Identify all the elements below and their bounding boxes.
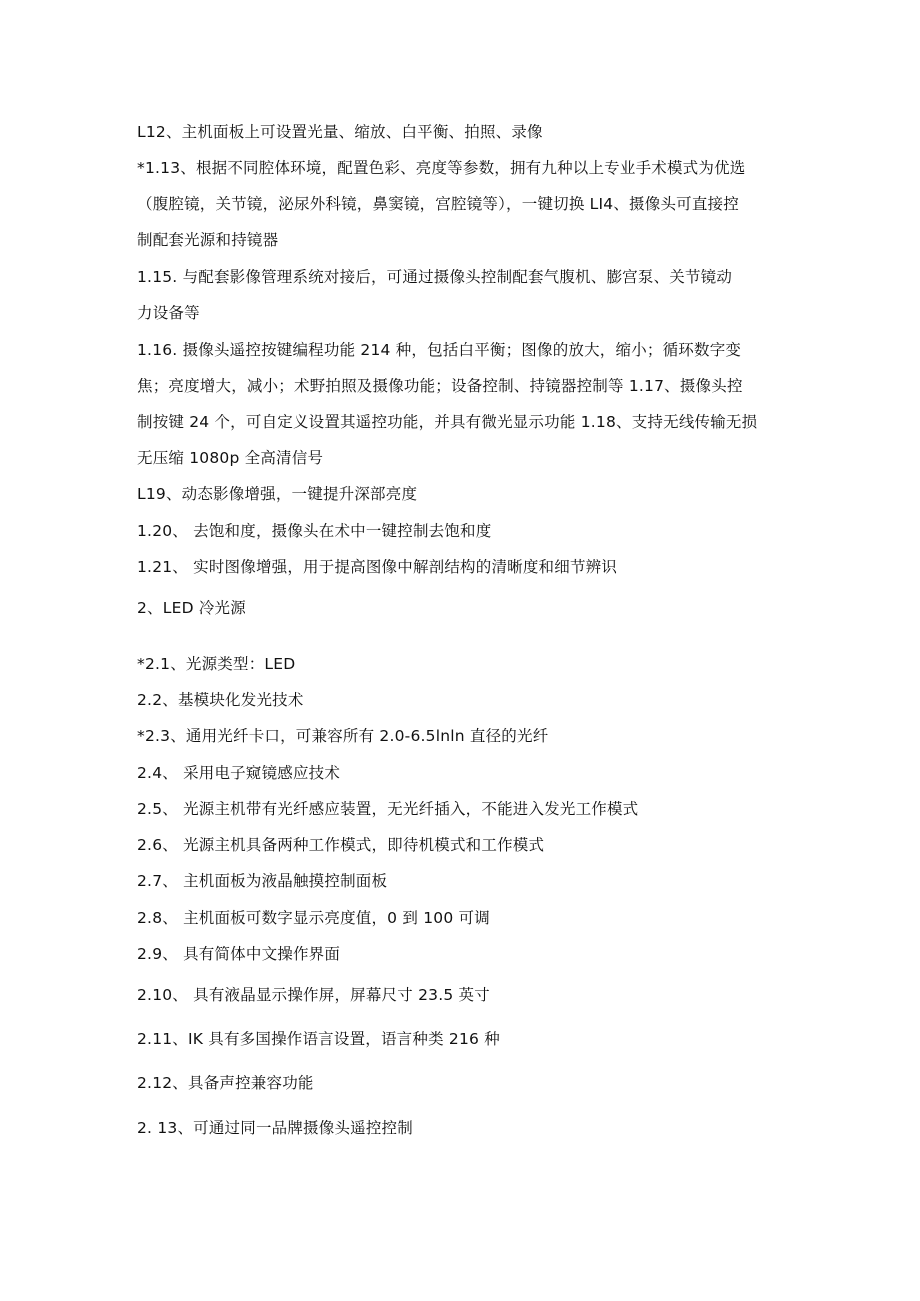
text-line: 2.9、 具有简体中文操作界面	[137, 945, 341, 963]
text-line: L19、动态影像增强，一键提升深部亮度	[137, 485, 418, 503]
text-line: 1.15. 与配套影像管理系统对接后，可通过摄像头控制配套气腹机、膨宫泵、关节镜动	[137, 268, 733, 286]
text-line: 力设备等	[137, 304, 200, 322]
text-line: 制配套光源和持镜器	[137, 231, 279, 249]
text-line: 2. 13、可通过同一品牌摄像头遥控控制	[137, 1119, 413, 1137]
text-line: （腹腔镜，关节镜，泌尿外科镜，鼻窦镜，宫腔镜等），一键切换 LI4、摄像头可直接控	[137, 195, 739, 213]
text-line: 2.2、基模块化发光技术	[137, 691, 304, 709]
text-line: 无压缩 1080p 全高清信号	[137, 449, 324, 467]
text-line: 焦；亮度增大，减小；术野拍照及摄像功能；设备控制、持镜器控制等 1.17、摄像头控	[137, 377, 743, 395]
text-line: *2.1、光源类型：LED	[137, 655, 296, 673]
text-line: *2.3、通用光纤卡口，可兼容所有 2.0-6.5lnln 直径的光纤	[137, 727, 549, 745]
text-line: 2.10、 具有液晶显示操作屏，屏幕尺寸 23.5 英寸	[137, 986, 490, 1004]
text-line: 2.5、 光源主机带有光纤感应装置，无光纤插入，不能进入发光工作模式	[137, 800, 639, 818]
text-line: *1.13、根据不同腔体环境，配置色彩、亮度等参数，拥有九种以上专业手术模式为优选	[137, 159, 746, 177]
text-line: 2.8、 主机面板可数字显示亮度值，0 到 100 可调	[137, 909, 490, 927]
text-line: 2.7、 主机面板为液晶触摸控制面板	[137, 872, 388, 890]
text-line: 2.12、具备声控兼容功能	[137, 1074, 314, 1092]
text-line: 1.20、 去饱和度，摄像头在术中一键控制去饱和度	[137, 522, 492, 540]
text-line: 2.11、IK 具有多国操作语言设置，语言种类 216 种	[137, 1030, 500, 1048]
text-line: 制按键 24 个，可自定义设置其遥控功能，并具有微光显示功能 1.18、支持无线传输无损	[137, 413, 758, 431]
text-line: L12、主机面板上可设置光量、缩放、白平衡、拍照、录像	[137, 123, 543, 141]
text-line: 1.16. 摄像头遥控按键编程功能 214 种，包括白平衡；图像的放大，缩小；循环数字变	[137, 341, 742, 359]
text-line: 2.6、 光源主机具备两种工作模式，即待机模式和工作模式	[137, 836, 545, 854]
text-line: 1.21、 实时图像增强，用于提高图像中解剖结构的清晰度和细节辨识	[137, 558, 618, 576]
section-heading: 2、LED 冷光源	[137, 599, 246, 617]
text-line: 2.4、 采用电子窥镜感应技术	[137, 764, 341, 782]
